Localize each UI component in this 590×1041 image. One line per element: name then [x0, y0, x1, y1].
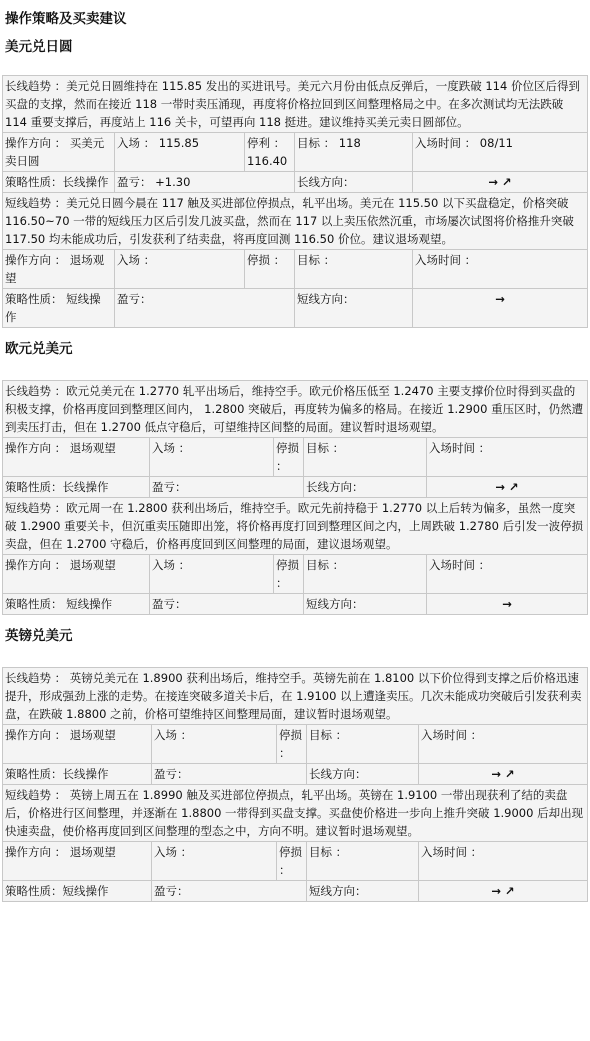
entry-time-cell: 入场时间 ：: [419, 842, 588, 881]
trend-arrow-icon: →: [413, 289, 588, 328]
short-params-row: [3, 555, 588, 594]
long-trend-row: [3, 381, 588, 438]
entry-time-cell: 入场时间 ：: [427, 438, 588, 477]
trend-arrow-icon: → ↗: [413, 172, 588, 193]
target-cell: 目标 ： 118: [295, 133, 413, 172]
entry-cell: 入场 ： 115.85: [115, 133, 245, 172]
entry-cell: 入场 ：: [152, 725, 277, 764]
section-eur-usd: [2, 328, 590, 615]
long-trend-text: 长线趋势 ：欧元兑美元在 1.2770 轧平出场后，维持空手。欧元价格压低至 1.2470 主要支撑价位时得到买盘的积极支撑，价格再度回到整理区间内， 1.2800 突破后，再度转为偏多的格局。在接近 1.2900 重压区时，仍然遭到卖压打击，但在 1.2700 低点守稳后，可望维持区间整的局面。建议暂时退场观望。: [3, 381, 588, 438]
long-summary-row: [3, 764, 588, 785]
trend-direction-label: 短线方向：: [307, 881, 419, 902]
stop-cell: 停损 ：: [245, 250, 295, 289]
long-summary-row: [3, 172, 588, 193]
section-usd-jpy: [2, 29, 590, 328]
long-params-row: [3, 725, 588, 764]
entry-cell: 入场 ：: [115, 250, 245, 289]
nature-cell: 策略性质：长线操作: [3, 764, 152, 785]
long-params-row: [3, 133, 588, 172]
entry-cell: 入场 ：: [152, 842, 277, 881]
trend-arrow-icon: →: [427, 594, 588, 615]
pnl-cell: 盈亏：: [115, 289, 295, 328]
nature-cell: 策略性质： 短线操作: [3, 289, 115, 328]
stop-cell: 停损 ：: [274, 438, 304, 477]
stop-cell: 停损 ：: [274, 555, 304, 594]
trend-direction-label: 长线方向：: [307, 764, 419, 785]
long-trend-row: [3, 76, 588, 133]
short-summary-row: [3, 881, 588, 902]
short-trend-row: [3, 785, 588, 842]
nature-cell: 策略性质：长线操作: [3, 172, 115, 193]
target-cell: 目标 ：: [307, 842, 419, 881]
pnl-cell: 盈亏：: [152, 881, 307, 902]
short-trend-text: 短线趋势 ：美元兑日圆今晨在 117 触及买进部位停损点，轧平出场。美元在 115.50 以下买盘稳定，价格突破 116.50~70 一带的短线压力区后引发几波买盘，然而在 117 以上卖压依然沉重，市场屡次试图将价格推升突破 117.50 均未能成功后，引发获利了结卖盘，将再度回测 116.50 价位。建议退场观望。: [3, 193, 588, 250]
short-trend-text: 短线趋势 ：欧元周一在 1.2800 获利出场后，维持空手。欧元先前持稳于 1.2770 以上后转为偏多，虽然一度突破 1.2900 重要关卡，但沉重卖压随即出笼，将价格再度打回到整理区间之内，上周跌破 1.2780 后引发一波停损卖盘，但在 1.2700 守稳后，价格再度回到区间整理的局面，建议退场观望。: [3, 498, 588, 555]
short-params-row: [3, 842, 588, 881]
short-trend-text: 短线趋势 ： 英镑上周五在 1.8990 触及买进部位停损点，轧平出场。英镑在 1.9100 一带出现获利了结的卖盘后，价格进行区间整理，并逐渐在 1.8800 一带得到买盘支撑。买盘使价格进一步向上推升突破 1.9000 后却出现快速卖盘，使价格再度回到区间整理的型态之中，方向不明。建议暂时退场观望。: [3, 785, 588, 842]
long-trend-row: [3, 668, 588, 725]
entry-time-cell: 入场时间 ：: [427, 555, 588, 594]
short-summary-row: [3, 594, 588, 615]
entry-time-cell: 入场时间 ：: [413, 250, 588, 289]
direction-cell: 操作方向 ： 退场观望: [3, 555, 150, 594]
target-cell: 目标 ：: [304, 438, 427, 477]
section-title: 英镑兑美元: [5, 628, 73, 644]
long-params-row: [3, 438, 588, 477]
nature-cell: 策略性质： 短线操作: [3, 594, 150, 615]
trend-direction-label: 长线方向：: [304, 477, 427, 498]
entry-time-cell: 入场时间 ：: [419, 725, 588, 764]
long-trend-text: 长线趋势 ： 英镑兑美元在 1.8900 获利出场后，维持空手。英镑先前在 1.8100 以下价位得到支撑之后价格迅速提升，形成强劲上涨的走势。在接连突破多道关卡后，在 1.9100 以上遭逢卖压。几次未能成功突破后引发获利卖盘，在跌破 1.8800 之前，价格可望维持区间整理局面，建议暂时退场观望。: [3, 668, 588, 725]
target-cell: 目标 ：: [295, 250, 413, 289]
short-summary-row: [3, 289, 588, 328]
direction-cell: 操作方向 ： 退场观望: [3, 725, 152, 764]
pnl-cell: 盈亏：: [152, 764, 307, 785]
strategy-table: [2, 667, 588, 902]
direction-cell: 操作方向 ： 退场观望: [3, 438, 150, 477]
direction-cell: 操作方向 ： 退场观望: [3, 250, 115, 289]
pnl-cell: 盈亏：: [150, 594, 304, 615]
page-title: 操作策略及买卖建议: [5, 11, 127, 27]
stop-cell: 停损 ：: [277, 725, 307, 764]
trend-direction-label: 短线方向：: [295, 289, 413, 328]
trend-direction-label: 长线方向：: [295, 172, 413, 193]
section-gbp-usd: [2, 615, 590, 902]
pnl-cell: 盈亏： +1.30: [115, 172, 295, 193]
trend-arrow-icon: → ↗: [427, 477, 588, 498]
target-cell: 目标 ：: [304, 555, 427, 594]
section-title: 欧元兑美元: [5, 341, 73, 357]
nature-cell: 策略性质：短线操作: [3, 881, 152, 902]
entry-time-cell: 入场时间 ： 08/11: [413, 133, 588, 172]
short-params-row: [3, 250, 588, 289]
trend-arrow-icon: → ↗: [419, 881, 588, 902]
short-trend-row: [3, 498, 588, 555]
stop-cell: 停损 ：: [277, 842, 307, 881]
long-trend-text: 长线趋势 ：美元兑日圆维持在 115.85 发出的买进讯号。美元六月份由低点反弹后，一度跌破 114 价位区后得到买盘的支撑，然而在接近 118 一带时卖压涌现，再度将价格拉回到区间整理格局之中。在多次测试均无法跌破 114 重要支撑后，再度站上 116 关卡，可望再向 118 挺进。建议维持买美元卖日圆部位。: [3, 76, 588, 133]
direction-cell: 操作方向 ： 买美元卖日圆: [3, 133, 115, 172]
stop-cell: 停利 ： 116.40: [245, 133, 295, 172]
direction-cell: 操作方向 ： 退场观望: [3, 842, 152, 881]
long-summary-row: [3, 477, 588, 498]
trend-direction-label: 短线方向：: [304, 594, 427, 615]
target-cell: 目标 ：: [307, 725, 419, 764]
short-trend-row: [3, 193, 588, 250]
section-title: 美元兑日圆: [5, 39, 73, 55]
trend-arrow-icon: → ↗: [419, 764, 588, 785]
entry-cell: 入场 ：: [150, 438, 274, 477]
strategy-table: [2, 75, 588, 328]
entry-cell: 入场 ：: [150, 555, 274, 594]
strategy-table: [2, 380, 588, 615]
pnl-cell: 盈亏：: [150, 477, 304, 498]
nature-cell: 策略性质：长线操作: [3, 477, 150, 498]
